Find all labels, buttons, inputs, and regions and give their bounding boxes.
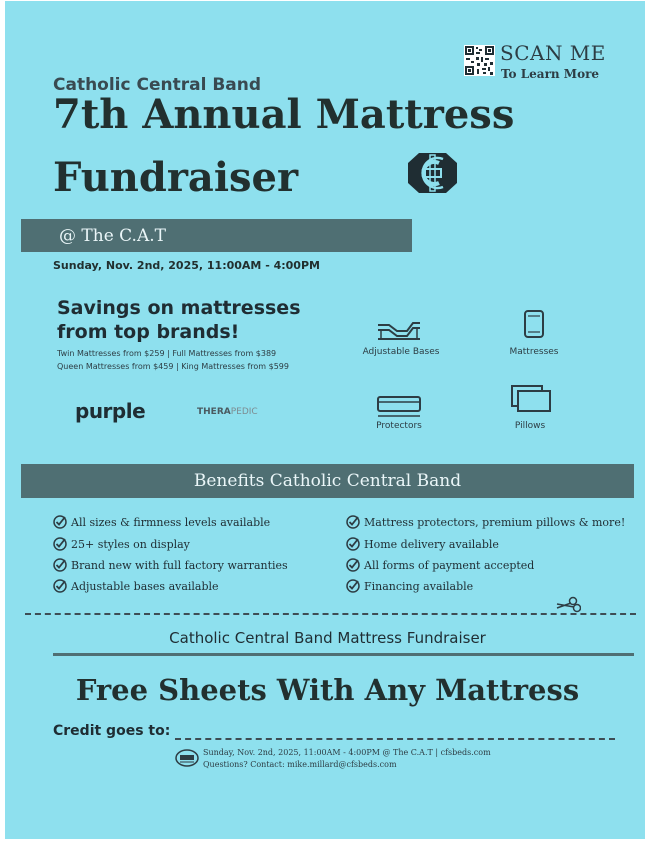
price-list-line2: Queen Mattresses from $459 | King Mattresses from $599 [57,362,289,371]
benefit-text: Adjustable bases available [71,580,219,593]
page-title-line1: 7th Annual Mattress [53,91,515,138]
therapedic-brand-logo [197,407,258,417]
purple-brand-logo: purple [75,399,146,423]
coupon-divider [53,653,634,656]
venue-label: @ The C.A.T [59,226,166,246]
benefit-text: Home delivery available [364,538,499,551]
check-icon [346,579,360,593]
therapedic-part1: THERA [197,407,231,417]
catholic-central-logo-icon [405,149,460,197]
benefit-item-left [53,558,288,572]
benefit-item-right [346,537,499,551]
benefit-text: All sizes & firmness levels available [71,516,271,529]
benefit-item-left [53,579,219,593]
benefit-text: All forms of payment accepted [364,559,535,572]
check-icon [53,558,67,572]
check-icon [346,515,360,529]
benefit-item-left [53,537,190,551]
scan-me-label: SCAN ME [500,41,606,65]
protector-icon [375,389,423,421]
flyer-page [5,1,645,839]
benefit-text: Financing available [364,580,474,593]
footer-event-info: Sunday, Nov. 2nd, 2025, 11:00AM - 4:00PM @ The C.A.T | cfsbeds.com [203,748,491,757]
benefit-text: Brand new with full factory warranties [71,559,288,572]
page-title-line2: Fundraiser [53,154,299,201]
learn-more-label: To Learn More [501,67,600,81]
benefit-item-left [53,515,270,529]
check-icon [346,537,360,551]
product-label-protectors: Protectors [376,421,422,431]
event-date: Sunday, Nov. 2nd, 2025, 11:00AM - 4:00PM [53,259,320,272]
check-icon [53,537,67,551]
benefits-title: Benefits Catholic Central Band [193,471,462,491]
credit-write-in-line[interactable] [175,738,615,740]
price-list-line1: Twin Mattresses from $259 | Full Mattresses from $389 [57,349,277,358]
benefit-text: 25+ styles on display [71,538,190,551]
product-label-adjustable-bases: Adjustable Bases [362,347,440,357]
coupon-cut-line [25,613,636,615]
savings-heading-line2: from top brands! [57,321,240,343]
mattress-icon [510,308,558,340]
check-icon [53,579,67,593]
pillow-icon [508,383,556,415]
organization-name: Catholic Central Band [53,75,262,95]
benefit-item-right [346,515,625,529]
cfs-beds-logo-icon [175,749,199,767]
credit-label: Credit goes to: [53,723,171,739]
coupon-offer: Free Sheets With Any Mattress [75,673,580,707]
check-icon [53,515,67,529]
benefit-item-right [346,558,534,572]
therapedic-part2: PEDIC [230,407,258,417]
scissors-icon [555,595,581,613]
qr-code-icon[interactable] [464,45,495,76]
coupon-heading: Catholic Central Band Mattress Fundraiser [169,629,486,647]
savings-heading-line1: Savings on mattresses [57,297,301,319]
check-icon [346,558,360,572]
benefit-text: Mattress protectors, premium pillows & more! [364,516,626,529]
adjustable-base-icon [375,311,423,343]
product-label-pillows: Pillows [514,421,546,431]
product-label-mattresses: Mattresses [509,347,559,357]
benefit-item-right [346,579,473,593]
footer-contact: Questions? Contact: mike.millard@cfsbeds.com [203,760,397,769]
